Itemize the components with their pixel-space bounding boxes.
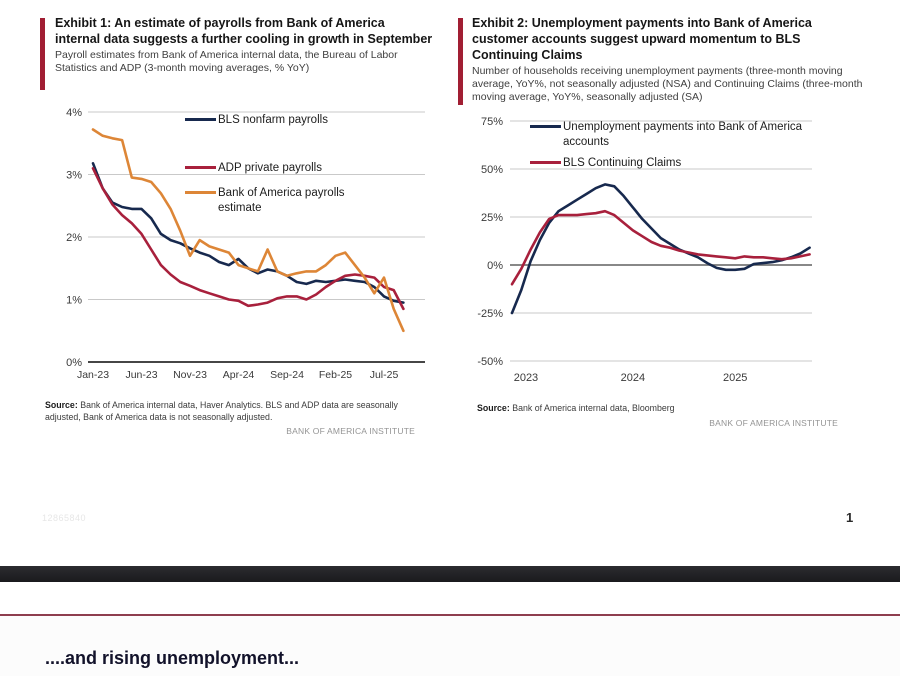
legend-label: Bank of America payrolls estimate (218, 187, 345, 214)
bofa-payments-line-swatch-icon (530, 125, 561, 128)
x-tick-label: Sep-24 (270, 369, 304, 381)
exhibit2-source (477, 403, 849, 415)
exhibit2-legend-item-claims (530, 156, 848, 171)
legend-label: BLS Continuing Claims (563, 157, 682, 169)
exhibit1-legend-item-adp (185, 161, 368, 176)
exhibit2-legend-item-bofa (530, 120, 848, 149)
y-tick-label: 0% (66, 357, 82, 369)
legend-label: Unemployment payments into Bank of America accounts (563, 121, 803, 148)
red-divider-rule (0, 614, 900, 616)
watermark-number: 12865840 (42, 513, 87, 523)
x-tick-label: 2024 (620, 372, 646, 384)
exhibit2-header (472, 15, 864, 104)
x-tick-label: Apr-24 (222, 369, 255, 381)
bls-line-swatch-icon (185, 118, 216, 121)
y-tick-label: 50% (480, 164, 503, 176)
exhibit1-source (45, 400, 417, 423)
exhibit1-legend-item-bofa (185, 186, 373, 215)
exhibit2-institute-label: BANK OF AMERICA INSTITUTE (709, 418, 838, 428)
page-number: 1 (846, 510, 854, 525)
x-tick-label: Jan-23 (76, 369, 110, 381)
y-tick-label: 1% (66, 294, 82, 307)
source-body: Bank of America internal data, Haver Analytics. BLS and ADP data are seasonally adjusted, Bank of America data is not seasonally adjusted. (45, 400, 398, 422)
exhibit2-chart (460, 110, 870, 398)
source-label: Source: (45, 400, 78, 410)
exhibit2-title: Exhibit 2: Unemployment payments into Bank of America customer accounts suggest upward momentum to BLS Continuing Claims (472, 16, 812, 62)
bofa-line-swatch-icon (185, 191, 216, 194)
adp-line-swatch-icon (185, 166, 216, 169)
exhibit1-legend-item-bls (185, 113, 368, 128)
exhibit1-accent-bar (40, 18, 45, 90)
x-tick-label: Jul-25 (369, 369, 399, 381)
exhibit1-title: Exhibit 1: An estimate of payrolls from Bank of America internal data suggests a further cooling in growth in September (55, 16, 433, 46)
series-line (512, 184, 810, 313)
exhibit2-accent-bar (458, 18, 463, 105)
source-label: Source: (477, 403, 510, 413)
y-tick-label: 25% (480, 212, 503, 224)
x-tick-label: Feb-25 (318, 369, 353, 381)
x-tick-label: Nov-23 (173, 369, 207, 381)
x-tick-label: Jun-23 (125, 369, 158, 381)
y-tick-label: 0% (487, 260, 503, 272)
y-tick-label: -25% (477, 308, 503, 320)
slide-divider-bar (0, 566, 900, 582)
claims-line-swatch-icon (530, 161, 561, 164)
y-tick-label: -50% (477, 356, 503, 368)
legend-label: ADP private payrolls (218, 162, 322, 174)
y-tick-label: 2% (66, 232, 82, 244)
x-tick-label: 2023 (513, 372, 539, 384)
next-section-heading: ....and rising unemployment... (45, 648, 300, 668)
exhibit1-subtitle: Payroll estimates from Bank of America internal data, the Bureau of Labor Statistics and ADP (3-month moving averages, % YoY) (55, 49, 398, 74)
legend-label: BLS nonfarm payrolls (218, 114, 328, 126)
exhibit1-chart (40, 100, 440, 390)
exhibit2-subtitle: Number of households receiving unemployment payments (three-month moving average, YoY%, not seasonally adjusted (NSA) and Continuing Claims (three-month moving average, YoY%, seasonally adjusted (SA) (472, 65, 863, 103)
exhibit1-header (55, 15, 433, 75)
y-tick-label: 75% (480, 116, 503, 128)
x-tick-label: 2025 (722, 372, 748, 384)
series-line (512, 211, 810, 284)
exhibit1-institute-label: BANK OF AMERICA INSTITUTE (286, 426, 415, 436)
y-tick-label: 4% (66, 107, 82, 119)
y-tick-label: 3% (66, 169, 82, 182)
source-body: Bank of America internal data, Bloomberg (509, 403, 675, 413)
